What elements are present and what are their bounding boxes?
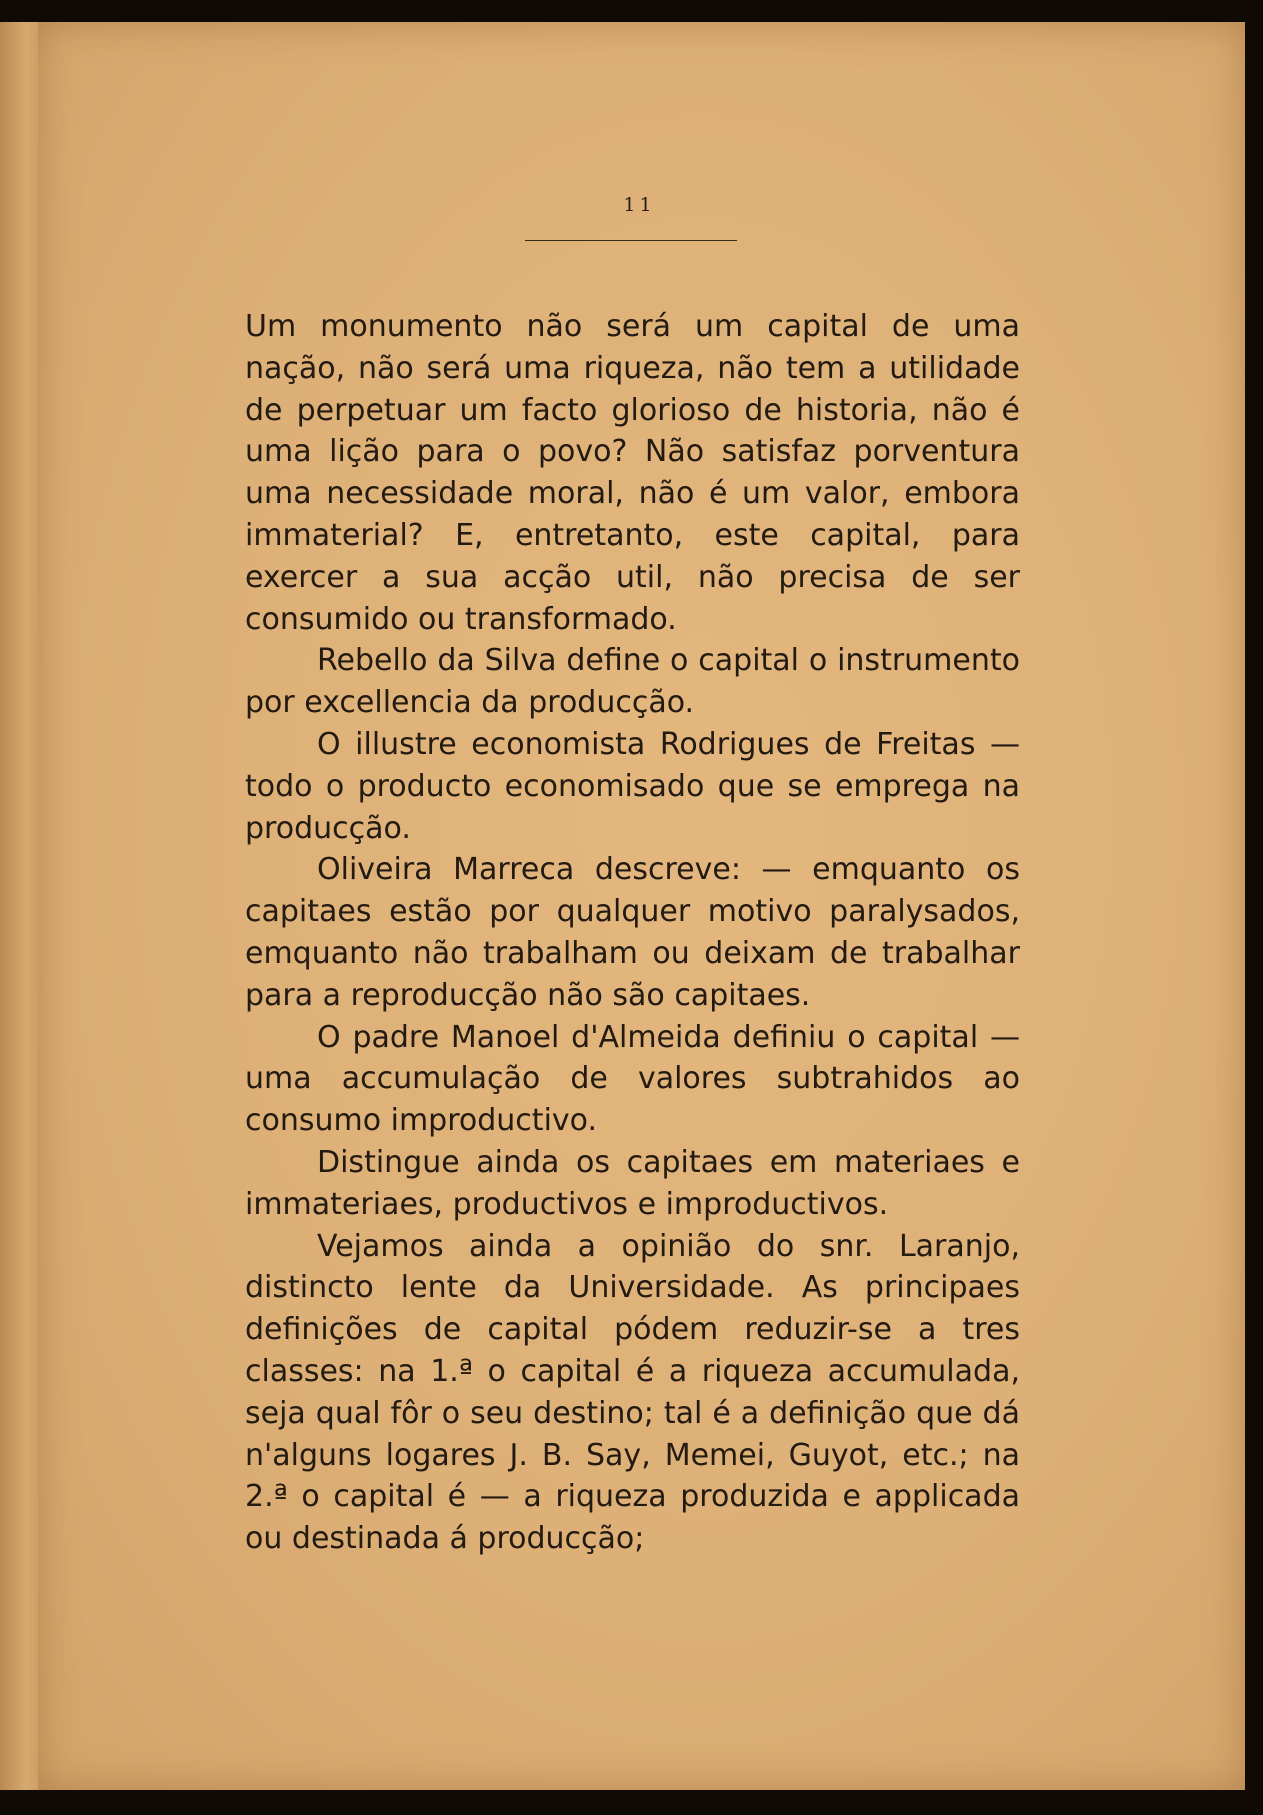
paragraph-5: O padre Manoel d'Almeida definiu o capital — uma accumulação de valores subtrahidos ao consumo improductivo. (245, 1019, 1020, 1139)
paragraph-7: Vejamos ainda a opinião do snr. Laranjo, distincto lente da Universidade. As principaes definições de capital pódem reduzir-se a tres classes: na 1.ª o capital é a riqueza accumulada, seja qual fôr o seu destino; tal é a definição que dá n'alguns logares J. B. Say, Memei, Guyot, etc.; na 2.ª o capital é — a riqueza produzida e applicada ou destinada á producção; (245, 1228, 1020, 1557)
paragraph-6: Distingue ainda os capitaes em materiaes e immateriaes, productivos e improductivos. (245, 1144, 1020, 1222)
body-text (245, 306, 1020, 1560)
page-number: 11 (623, 194, 656, 216)
paragraph-1: Um monumento não será um capital de uma nação, não será uma riqueza, não tem a utilidade de perpetuar um facto glorioso de historia, não é uma lição para o povo? Não satisfaz porventura uma necessidade moral, não é um valor, embora immaterial? E, entretanto, este capital, para exercer a sua acção util, não precisa de ser consumido ou transformado. (245, 309, 1020, 637)
header-rule (525, 240, 737, 241)
paragraph-2: Rebello da Silva define o capital o instrumento por excellencia da producção. (245, 643, 1020, 721)
paragraph-4: Oliveira Marreca descreve: — emquanto os capitaes estão por qualquer motivo paralysados, emquanto não trabalham ou deixam de trabalhar para a reproducção não são capitaes. (245, 852, 1020, 1013)
paragraph-3: O illustre economista Rodrigues de Freitas — todo o producto economisado que se emprega na producção. (245, 726, 1020, 846)
